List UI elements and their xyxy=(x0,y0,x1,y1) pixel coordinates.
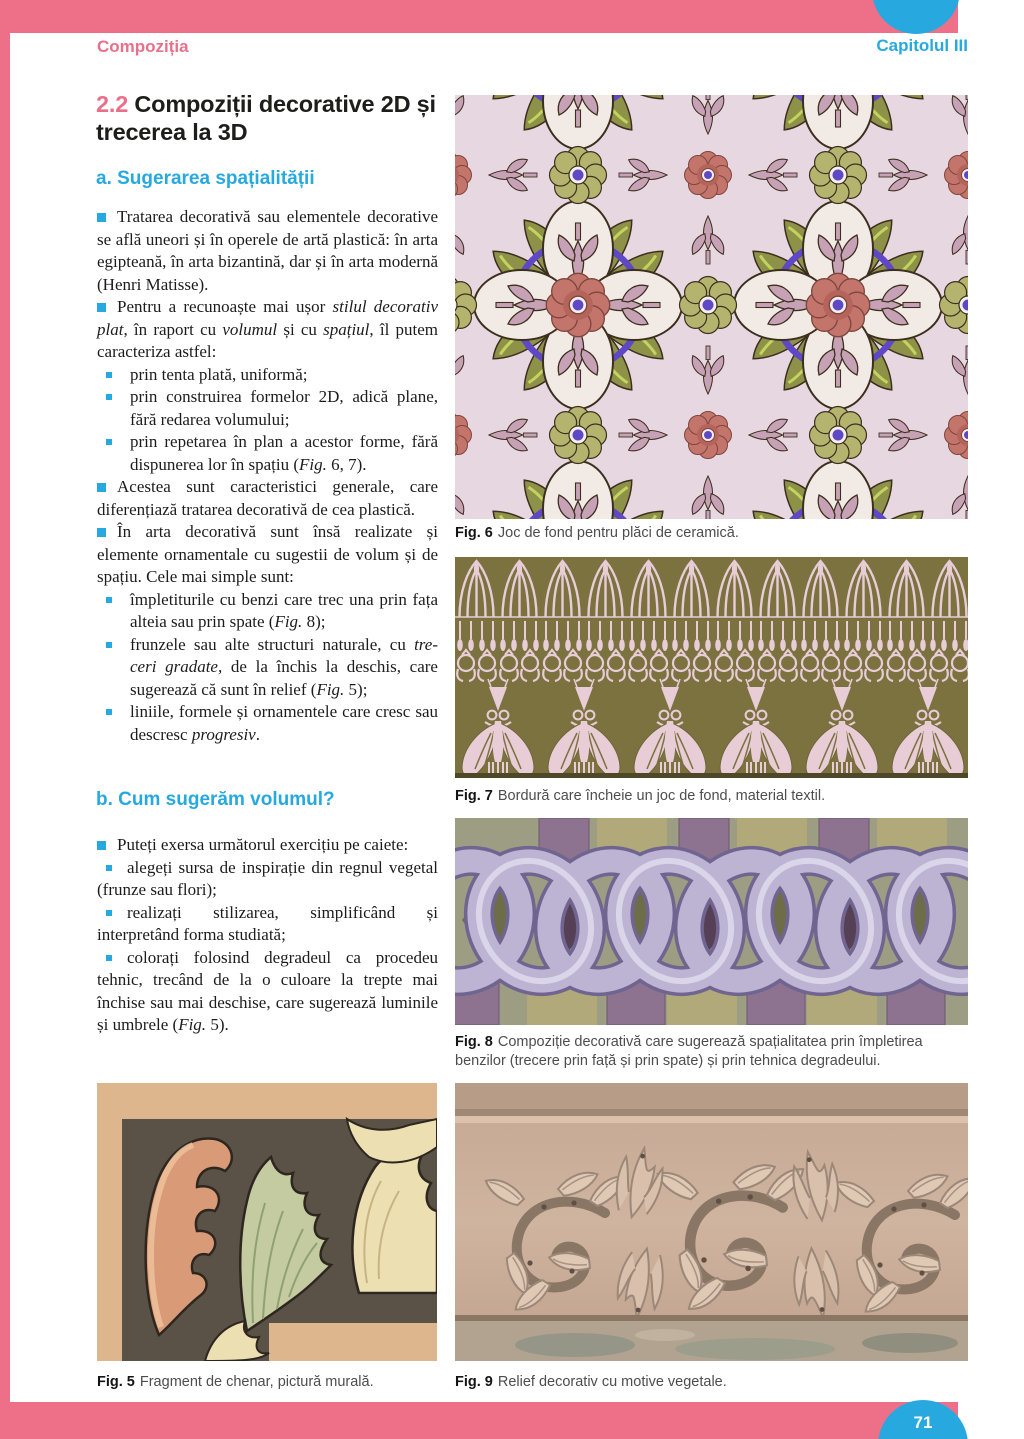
heading-b: b. Cum sugerăm volumul? xyxy=(96,789,335,810)
left-edge-strip xyxy=(0,0,10,1439)
bullet-item: împletiturile cu benzi care trec una prin fața alteia sau prin spate (Fig. 8); xyxy=(97,589,438,634)
section-a-text xyxy=(97,206,438,746)
page-title xyxy=(96,90,448,146)
paragraph: În arta decorativă sunt însă realizate și elemente ornamentale cu sugestii de volum și de spațiu. Cele mai simple sunt: xyxy=(97,521,438,589)
paragraph: Pentru a recunoaște mai ușor stilul decorativ plat, în raport cu volumul și cu spațiul, îl putem caracteriza astfel: xyxy=(97,296,438,364)
figure-8-image xyxy=(455,818,968,1025)
paragraph: Tratarea decorativă sau elementele decorative se află uneori și în operele de artă plastică: în arta egipteană, în arta bizantină, dar și în arta modernă (Henri Matisse). xyxy=(97,206,438,296)
figure-6-image xyxy=(455,95,968,519)
figure-8-caption: Fig. 8 Compoziție decorativă care sugerează spațialitatea prin împletirea benzilor (trecere prin față și prin spate) și prin tehnica degradeului. xyxy=(455,1034,923,1069)
paragraph: Puteți exersa următorul exercițiu pe caiete: xyxy=(97,834,438,857)
bullet-item: frunzele sau alte structuri naturale, cu tre-ceri gradate, de la închis la deschis, care sugerează că sunt în relief (Fig. 5); xyxy=(97,634,438,702)
figure-5-image xyxy=(97,1083,437,1361)
bullet-item: realizați stilizarea, simplificând și interpretând forma studiată; xyxy=(97,902,438,947)
bullet-item: liniile, formele și ornamentele care cresc sau descresc progresiv. xyxy=(97,701,438,746)
section-title-text: Compoziții decorative 2D și trecerea la 3D xyxy=(96,91,436,145)
figure-7-caption: Fig. 7 Bordură care încheie un joc de fond, material textil. xyxy=(455,788,826,804)
figure-6-label: Fig. 6 xyxy=(455,525,493,541)
bullet-item: prin repetarea în plan a acestor forme, fără dispunerea lor în spațiu (Fig. 6, 7). xyxy=(97,431,438,476)
bullet-item: colorați folosind degradeul ca procedeu tehnic, trecând de la o culoare la trepte mai închise sau mai deschise, care sugerează luminile și umbrele (Fig. 5). xyxy=(97,947,438,1037)
running-header-chapter: Capitolul III xyxy=(876,36,968,55)
figure-9-label: Fig. 9 xyxy=(455,1374,493,1390)
figure-7-label: Fig. 7 xyxy=(455,788,493,804)
figure-6-caption: Fig. 6 Joc de fond pentru plăci de ceramică. xyxy=(455,525,739,541)
figure-5-caption: Fig. 5 Fragment de chenar, pictură murală. xyxy=(97,1374,374,1390)
section-b-text xyxy=(97,834,438,1037)
figure-9-image xyxy=(455,1083,968,1361)
top-bar xyxy=(0,0,958,33)
figure-5-label: Fig. 5 xyxy=(97,1374,135,1390)
bullet-item: alegeți sursa de inspirație din regnul vegetal (frunze sau flori); xyxy=(97,857,438,902)
paragraph: Acestea sunt caracteristici generale, care diferențiază tratarea decorativă de cea plastică. xyxy=(97,476,438,521)
figure-7-image xyxy=(455,557,968,778)
bullet-item: prin construirea formelor 2D, adică plane, fără redarea volumului; xyxy=(97,386,438,431)
figure-8-label: Fig. 8 xyxy=(455,1034,493,1050)
running-header-section: Compoziția xyxy=(97,37,189,56)
heading-a: a. Sugerarea spațialității xyxy=(96,168,315,189)
bottom-bar xyxy=(0,1402,958,1439)
bullet-item: prin tenta plată, uniformă; xyxy=(97,364,438,387)
page-number: 71 xyxy=(913,1413,933,1432)
figure-9-caption: Fig. 9 Relief decorativ cu motive vegetale. xyxy=(455,1374,727,1390)
section-number: 2.2 xyxy=(96,91,129,117)
